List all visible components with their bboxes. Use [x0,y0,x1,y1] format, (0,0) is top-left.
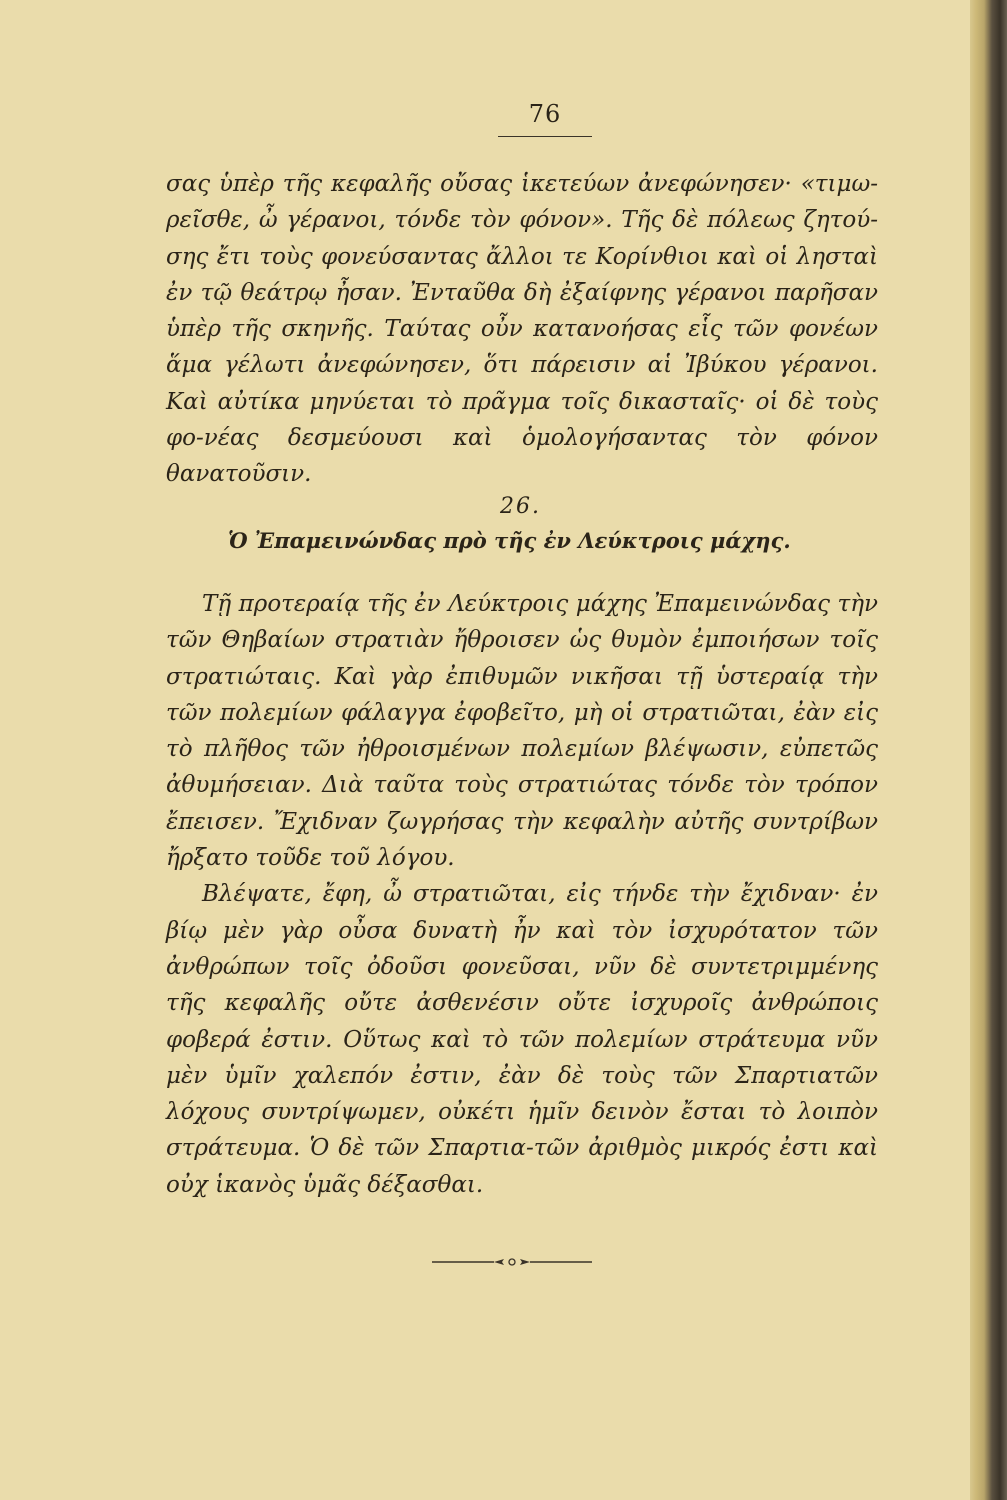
section-number: 26. [500,494,541,519]
section-title: Ὁ Ἐπαμεινώνδας πρὸ τῆς ἐν Λεύκτροις μάχης. [228,528,791,553]
paragraph: Τῇ προτεραίᾳ τῆς ἐν Λεύκτροις μάχης Ἐπαμεινώνδας τὴν τῶν Θηβαίων στρατιὰν ἤθροισεν ὡς θυμὸν ἐμποιήσων τοῖς στρατιώταις. Καὶ γὰρ ἐπιθυμῶν νικῆσαι τῇ ὑστεραίᾳ τὴν τῶν πολεμίων φάλαγγα ἐφοβεῖτο, μὴ οἱ στρατιῶται, ἐὰν εἰς τὸ πλῆθος τῶν ἠθροισμένων πολεμίων βλέψωσιν, εὐπετῶς ἀθυμήσειαν. Διὰ ταῦτα τοὺς στρατιώτας τόνδε τὸν τρόπον ἔπεισεν. Ἔχιδναν ζωγρήσας τὴν κεφαλὴν αὐτῆς συντρίβων ἤρξατο τοῦδε τοῦ λόγου. [166,591,878,872]
section-body [166,586,878,1203]
paragraph: Βλέψατε, ἔφη, ὦ στρατιῶται, εἰς τήνδε τὴν ἔχιδναν· ἐν βίῳ μὲν γὰρ οὖσα δυνατὴ ἦν καὶ τὸν ἰσχυρότατον τῶν ἀνθρώπων τοῖς ὀδοῦσι φονεῦσαι, νῦν δὲ συντετριμμένης τῆς κεφαλῆς οὔτε ἀσθενέσιν οὔτε ἰσχυροῖς ἀνθρώποις φοβερά ἐστιν. Οὕτως καὶ τὸ τῶν πολεμίων στράτευμα νῦν μὲν ὑμῖν χαλεπόν ἐστιν, ἐὰν δὲ τοὺς τῶν Σπαρτιατῶν λόχους συντρίψωμεν, οὐκέτι ἡμῖν δεινὸν ἔσται τὸ λοιπὸν στράτευμα. Ὁ δὲ τῶν Σπαρτια-τῶν ἀριθμὸς μικρός ἐστι καὶ οὐχ ἱκανὸς ὑμᾶς δέξασθαι. [166,881,878,1198]
paragraph: σας ὑπὲρ τῆς κεφαλῆς οὔσας ἱκετεύων ἀνεφώνησεν· «τιμω-ρεῖσθε, ὦ γέρανοι, τόνδε τὸν φόνον». Τῆς δὲ πόλεως ζητού-σης ἔτι τοὺς φονεύσαντας ἄλλοι τε Κορίνθιοι καὶ οἱ λησταὶ ἐν τῷ θεάτρῳ ἦσαν. Ἐνταῦθα δὴ ἐξαίφνης γέρανοι παρῆσαν ὑπὲρ τῆς σκηνῆς. Ταύτας οὖν κατανοήσας εἷς τῶν φονέων ἅμα γέλωτι ἀνεφώνησεν, ὅτι πάρεισιν αἱ Ἰβύκου γέρανοι. Καὶ αὐτίκα μηνύεται τὸ πρᾶγμα τοῖς δικασταῖς· οἱ δὲ τοὺς φο-νέας δεσμεύουσι καὶ ὁμολογήσαντας τὸν φόνον θανατοῦσιν. [166,171,878,488]
page-number-rule [498,136,592,137]
page-edge-shadow [970,0,1007,1500]
ornament-divider [432,1256,592,1268]
continued-paragraph [166,166,878,493]
page-number: 76 [528,100,562,128]
